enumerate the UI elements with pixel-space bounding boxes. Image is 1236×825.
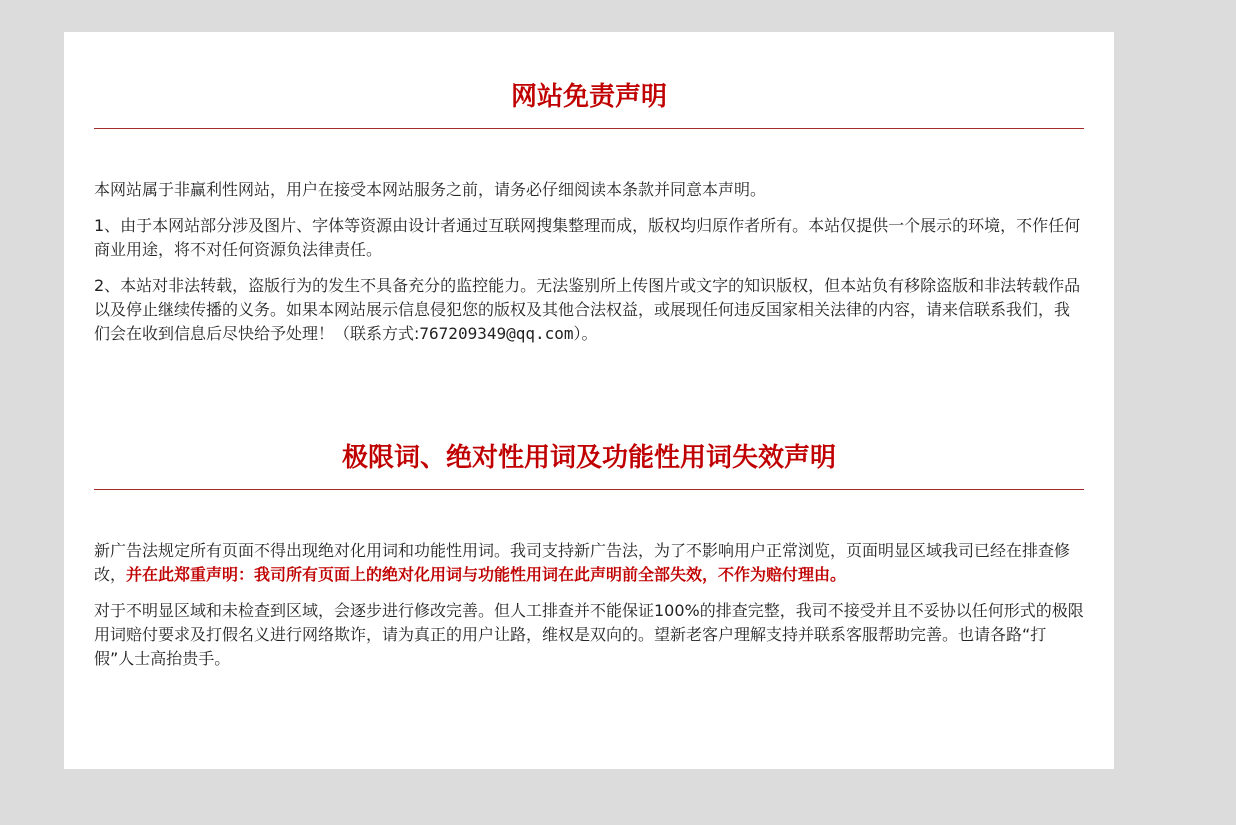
- disclaimer-title: 网站免责声明: [510, 82, 667, 112]
- disclaimer-item-2-end: ）。: [573, 324, 598, 343]
- extreme-words-title: 极限词、绝对性用词及功能性用词失效声明: [341, 443, 836, 473]
- title-divider: [94, 128, 1084, 129]
- contact-email: 767209349@qq.com: [419, 324, 574, 343]
- disclaimer-body: [94, 178, 1084, 346]
- content-panel: [64, 32, 1114, 769]
- extreme-words-section: [94, 442, 1084, 683]
- extreme-words-para-1-text: 新广告法规定所有页面不得出现绝对化用词和功能性用词。我司支持新广告法，为了不影响用户正常浏览，页面明显区域我司已经在排查修改，: [94, 541, 1071, 584]
- extreme-words-para-1: [94, 539, 1084, 587]
- disclaimer-item-2: [94, 274, 1084, 346]
- disclaimer-item-1: 1、由于本网站部分涉及图片、字体等资源由设计者通过互联网搜集整理而成，版权均归原作者所有。本站仅提供一个展示的环境，不作任何商业用途，将不对任何资源负法律责任。: [94, 216, 1081, 259]
- extreme-words-body: [94, 539, 1084, 671]
- title-divider: [94, 489, 1084, 490]
- disclaimer-item-2-text: 2、本站对非法转载，盗版行为的发生不具备充分的监控能力。无法鉴别所上传图片或文字的知识版权，但本站负有移除盗版和非法转载作品以及停止继续传播的义务。如果本网站展示信息侵犯您的版权及其他合法权益，或展现任何违反国家相关法律的内容，请来信联系我们，我们会在收到信息后尽快给予处理！（联系方式:: [94, 276, 1081, 343]
- extreme-words-emphasis: 并在此郑重声明：我司所有页面上的绝对化用词与功能性用词在此声明前全部失效，不作为赔付理由。: [126, 565, 847, 584]
- disclaimer-intro: 本网站属于非赢利性网站，用户在接受本网站服务之前，请务必仔细阅读本条款并同意本声明。: [94, 180, 767, 199]
- disclaimer-section: [94, 81, 1084, 358]
- extreme-words-para-2: 对于不明显区域和未检查到区域，会逐步进行修改完善。但人工排查并不能保证100%的排查完整，我司不接受并且不妥协以任何形式的极限用词赔付要求及打假名义进行网络欺诈，请为真正的用户让路，维权是双向的。望新老客户理解支持并联系客服帮助完善。也请各路“打假”人士高抬贵手。: [94, 601, 1084, 668]
